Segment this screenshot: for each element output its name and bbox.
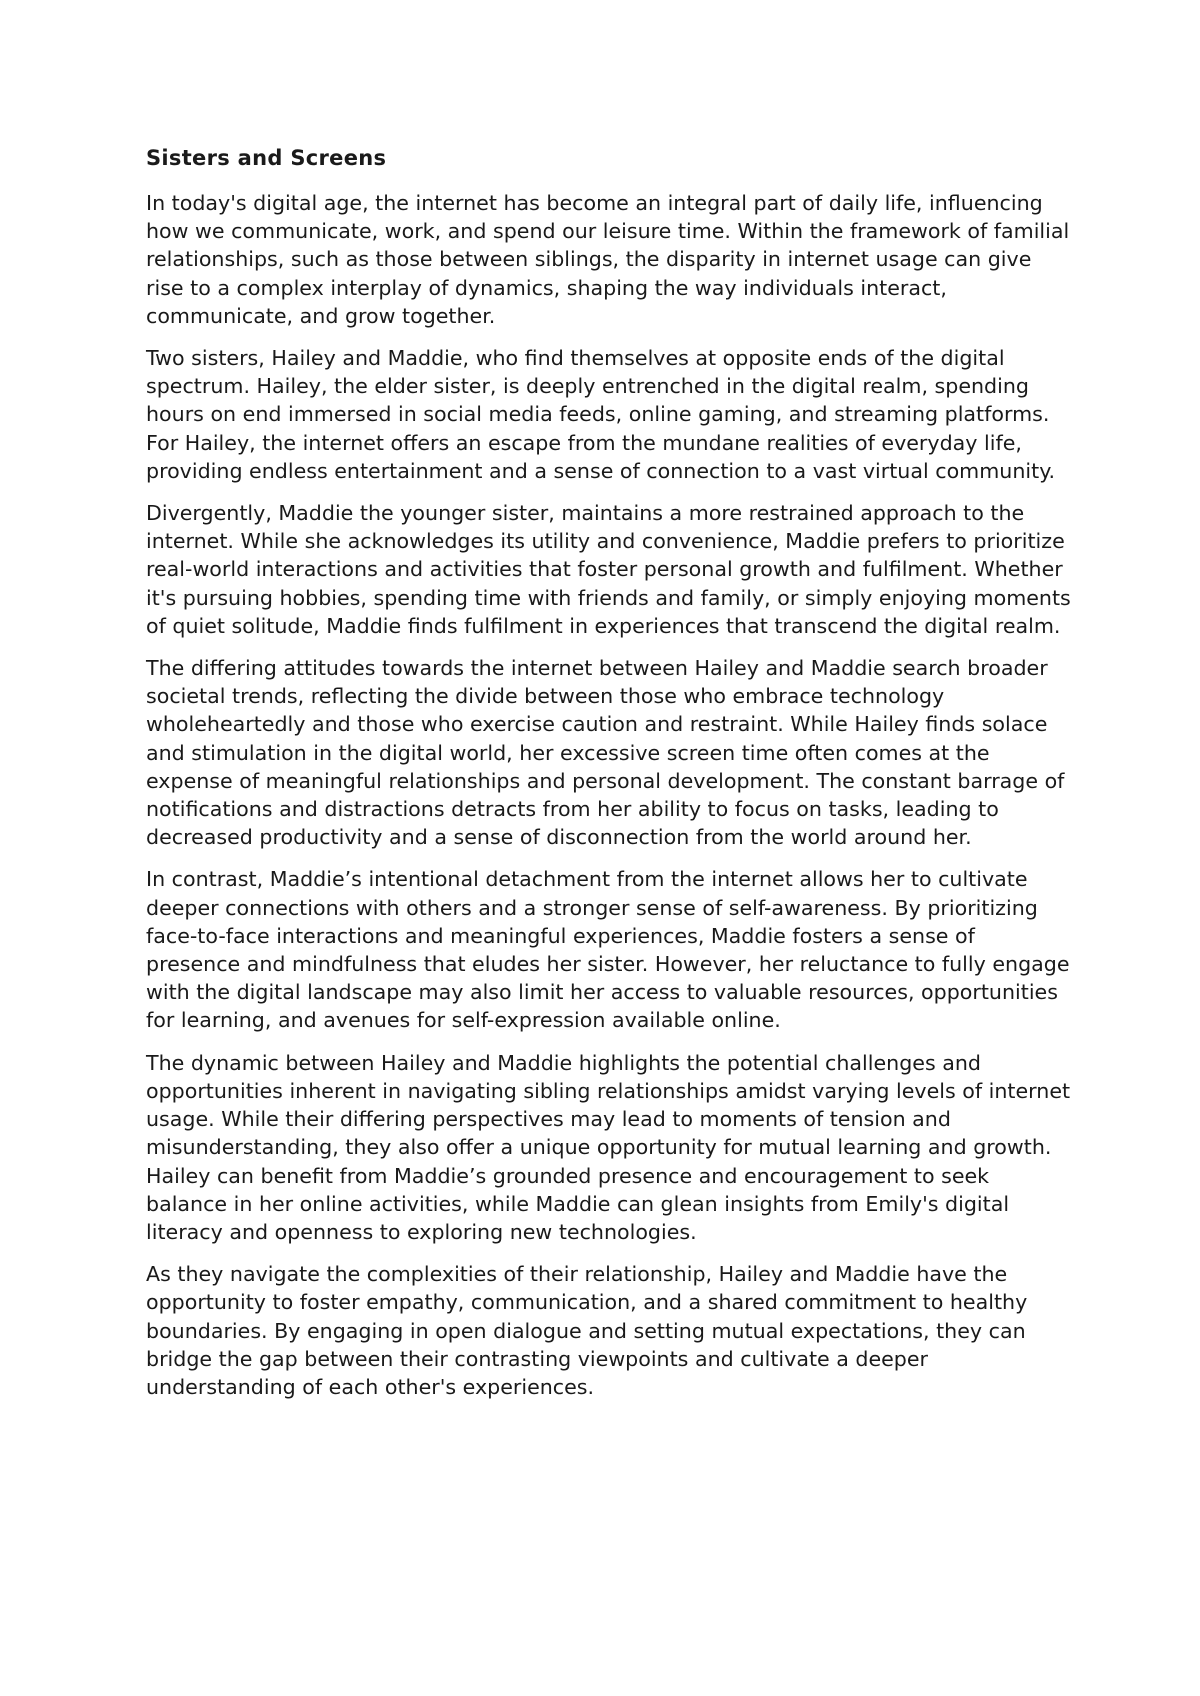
paragraph-1: In today's digital age, the internet has become an integral part of daily life, influencing how we communicate, work, and spend our leisure time. Within the framework of familial relationships, such as those between siblings, the disparity in internet usage can give rise to a complex interplay of dynamics, shaping the way individuals interact, communicate, and grow together. xyxy=(146,191,1070,328)
paragraph-2: Two sisters, Hailey and Maddie, who find themselves at opposite ends of the digital spectrum. Hailey, the elder sister, is deeply entrenched in the digital realm, spending hours on end immersed in social media feeds, online gaming, and streaming platforms. For Hailey, the internet offers an escape from the mundane realities of everyday life, providing endless entertainment and a sense of connection to a vast virtual community. xyxy=(146,346,1055,483)
paragraph-4: The differing attitudes towards the internet between Hailey and Maddie search broader societal trends, reflecting the divide between those who embrace technology wholeheartedly and those who exercise caution and restraint. While Hailey finds solace and stimulation in the digital world, her excessive screen time often comes at the expense of meaningful relationships and personal development. The constant barrage of notifications and distractions detracts from her ability to focus on tasks, leading to decreased productivity and a sense of disconnection from the world around her. xyxy=(146,656,1065,850)
paragraph-5: In contrast, Maddie’s intentional detachment from the internet allows her to cultivate deeper connections with others and a stronger sense of self-awareness. By prioritizing face-to-face interactions and meaningful experiences, Maddie fosters a sense of presence and mindfulness that eludes her sister. However, her reluctance to fully engage with the digital landscape may also limit her access to valuable resources, opportunities for learning, and avenues for self-expression available online. xyxy=(146,867,1070,1033)
paragraph-7: As they navigate the complexities of their relationship, Hailey and Maddie have the opportunity to foster empathy, communication, and a shared commitment to healthy boundaries. By engaging in open dialogue and setting mutual expectations, they can bridge the gap between their contrasting viewpoints and cultivate a deeper understanding of each other's experiences. xyxy=(146,1262,1028,1399)
paragraph-6: The dynamic between Hailey and Maddie highlights the potential challenges and opportunities inherent in navigating sibling relationships amidst varying levels of internet usage. While their differing perspectives may lead to moments of tension and misunderstanding, they also offer a unique opportunity for mutual learning and growth. Hailey can benefit from Maddie’s grounded presence and encouragement to seek balance in her online activities, while Maddie can glean insights from Emily's digital literacy and openness to exploring new technologies. xyxy=(146,1050,1071,1244)
document-title: Sisters and Screens xyxy=(146,146,387,170)
paragraph-3: Divergently, Maddie the younger sister, maintains a more restrained approach to the internet. While she acknowledges its utility and convenience, Maddie prefers to prioritize real-world interactions and activities that foster personal growth and fulfilment. Whether it's pursuing hobbies, spending time with friends and family, or simply enjoying moments of quiet solitude, Maddie finds fulfilment in experiences that transcend the digital realm. xyxy=(146,501,1071,638)
